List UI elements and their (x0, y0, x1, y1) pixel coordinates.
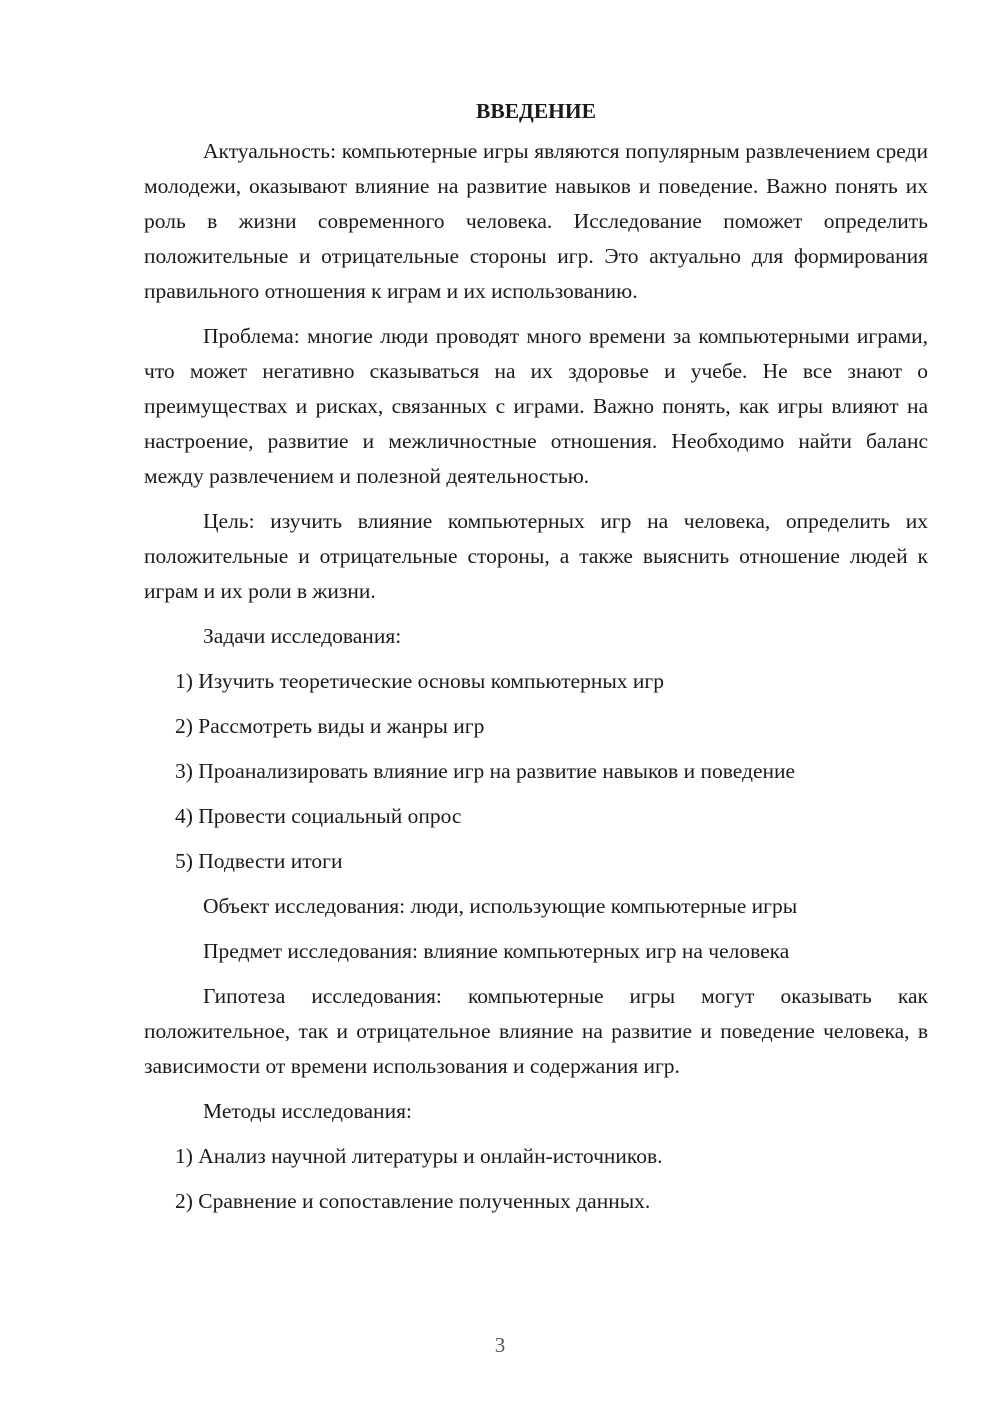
method-item: 1) Анализ научной литературы и онлайн-источников. (175, 1144, 663, 1168)
research-subject: Предмет исследования: влияние компьютерных игр на человека (203, 939, 790, 963)
method-item: 2) Сравнение и сопоставление полученных данных. (175, 1189, 651, 1213)
problem-paragraph: Проблема: многие люди проводят много времени за компьютерными играми, что может негативно сказываться на их здоровье и учебе. Не все знают о преимуществах и рисках, связанных с играми. Важно понять, как игры влияют на настроение, развитие и межличностные отношения. Необходимо найти баланс между развлечением и полезной деятельностью. (144, 324, 928, 488)
methods-heading: Методы исследования: (203, 1099, 412, 1123)
task-item: 4) Провести социальный опрос (175, 804, 462, 828)
task-item: 3) Проанализировать влияние игр на развитие навыков и поведение (175, 759, 796, 783)
goal-paragraph: Цель: изучить влияние компьютерных игр на человека, определить их положительные и отрицательные стороны, а также выяснить отношение людей к играм и их роли в жизни. (144, 509, 928, 603)
hypothesis-paragraph: Гипотеза исследования: компьютерные игры могут оказывать как положительное, так и отрицательное влияние на развитие и поведение человека, в зависимости от времени использования и содержания игр. (144, 984, 928, 1078)
research-object: Объект исследования: люди, использующие компьютерные игры (203, 894, 798, 918)
document-page (144, 92, 928, 1229)
task-item: 1) Изучить теоретические основы компьютерных игр (175, 669, 664, 693)
section-title: ВВЕДЕНИЕ (476, 99, 596, 123)
task-item: 5) Подвести итоги (175, 849, 343, 873)
tasks-heading: Задачи исследования: (203, 624, 402, 648)
relevance-paragraph: Актуальность: компьютерные игры являются популярным развлечением среди молодежи, оказывают влияние на развитие навыков и поведение. Важно понять их роль в жизни современного человека. Исследование поможет определить положительные и отрицательные стороны игр. Это актуально для формирования правильного отношения к играм и их использованию. (144, 139, 928, 303)
task-item: 2) Рассмотреть виды и жанры игр (175, 714, 485, 738)
page-number: 3 (494, 1333, 506, 1357)
